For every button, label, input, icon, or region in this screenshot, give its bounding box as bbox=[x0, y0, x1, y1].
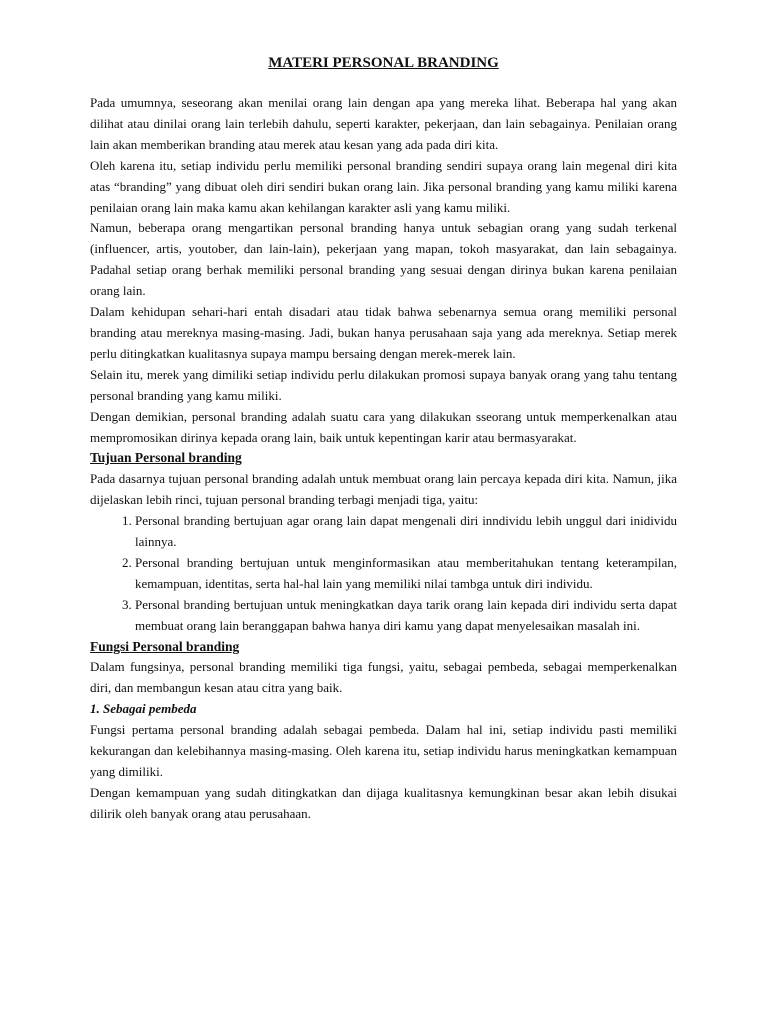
tujuan-heading: Tujuan Personal branding bbox=[90, 450, 242, 466]
intro-paragraph-2: Oleh karena itu, setiap individu perlu memiliki personal branding sendiri supaya orang lain megenal diri kita atas “branding” yang dibuat oleh diri sendiri bukan orang lain. Jika personal branding yang kamu miliki karena penilaian orang lain maka kamu akan kehilangan karakter asli yang kamu miliki. bbox=[90, 157, 677, 215]
intro-paragraph-3: Namun, beberapa orang mengartikan personal branding hanya untuk sebagian orang yang sudah terkenal (influencer, artis, youtober, dan lain-lain), pekerjaan yang mapan, tokoh masyarakat, dan lain sebagainya. Padahal setiap orang berhak memiliki personal branding yang sesuai dengan dirinya bukan karena penilaian orang lain. bbox=[90, 220, 677, 299]
tujuan-item-3: 3. Personal branding bertujuan untuk meningkatkan daya tarik orang lain kepada diri individu serta dapat membuat orang lain beranggapan bahwa hanya diri kamu yang dapat menyelesaikan masalah ini. bbox=[135, 595, 677, 637]
tujuan-intro: Pada dasarnya tujuan personal branding adalah untuk membuat orang lain percaya kepada diri kita. Namun, jika dijelaskan lebih rinci, tujuan personal branding terbagi menjadi tiga, yaitu: bbox=[90, 471, 677, 508]
fungsi-subheading-1: 1. Sebagai pembeda bbox=[90, 701, 197, 717]
tujuan-item-2: 2. Personal branding bertujuan untuk menginformasikan atau memberitahukan tentang keterampilan, kemampuan, identitas, serta hal-hal lain yang memiliki nilai tambga untuk diri individu. bbox=[135, 553, 677, 595]
fungsi-sub1-paragraph-1: Fungsi pertama personal branding adalah sebagai pembeda. Dalam hal ini, setiap individu pasti memiliki kekurangan dan kelebihannya masing-masing. Oleh karena itu, setiap individu harus meningkatkan kemampuan yang dimiliki. bbox=[90, 722, 677, 779]
fungsi-heading: Fungsi Personal branding bbox=[90, 638, 240, 654]
fungsi-intro: Dalam fungsinya, personal branding memiliki tiga fungsi, yaitu, sebagai pembeda, sebagai memperkenalkan diri, dan membangun kesan atau citra yang baik. bbox=[90, 659, 677, 696]
fungsi-sub1-paragraph-2: Dengan kemampuan yang sudah ditingkatkan dan dijaga kualitasnya kemungkinan besar akan lebih disukai dilirik oleh banyak orang atau perusahaan. bbox=[90, 784, 677, 821]
intro-paragraph-4: Dalam kehidupan sehari-hari entah disadari atau tidak bahwa sebenarnya semua orang memiliki personal branding atau mereknya masing-masing. Jadi, bukan hanya perusahaan saja yang ada mereknya. Setiap merek perlu ditingkatkan kualitasnya supaya mampu bersaing dengan merek-merek lain. bbox=[90, 304, 677, 361]
tujuan-list bbox=[90, 511, 677, 636]
document-page bbox=[90, 52, 677, 825]
intro-paragraph-5: Selain itu, merek yang dimiliki setiap individu perlu dilakukan promosi supaya banyak orang yang tahu tentang personal branding yang kamu miliki. bbox=[90, 366, 677, 403]
intro-paragraph-1: Pada umumnya, seseorang akan menilai orang lain dengan apa yang mereka lihat. Beberapa hal yang akan dilihat atau dinilai orang lain terlebih dahulu, seperti karakter, pekerjaan, dan lain sebagainya. Penilaian orang lain akan memberikan branding atau merek atau kesan yang ada pada diri kita. bbox=[90, 95, 677, 152]
tujuan-item-1: 1. Personal branding bertujuan agar orang lain dapat mengenali diri inndividu lebih unggul dari inidividu lainnya. bbox=[135, 511, 677, 553]
intro-paragraph-6: Dengan demikian, personal branding adalah suatu cara yang dilakukan sseorang untuk memperkenalkan atau mempromosikan dirinya kepada orang lain, baik untuk kepentingan karir atau bermasyarakat. bbox=[90, 408, 677, 445]
document-title: MATERI PERSONAL BRANDING bbox=[268, 55, 499, 71]
